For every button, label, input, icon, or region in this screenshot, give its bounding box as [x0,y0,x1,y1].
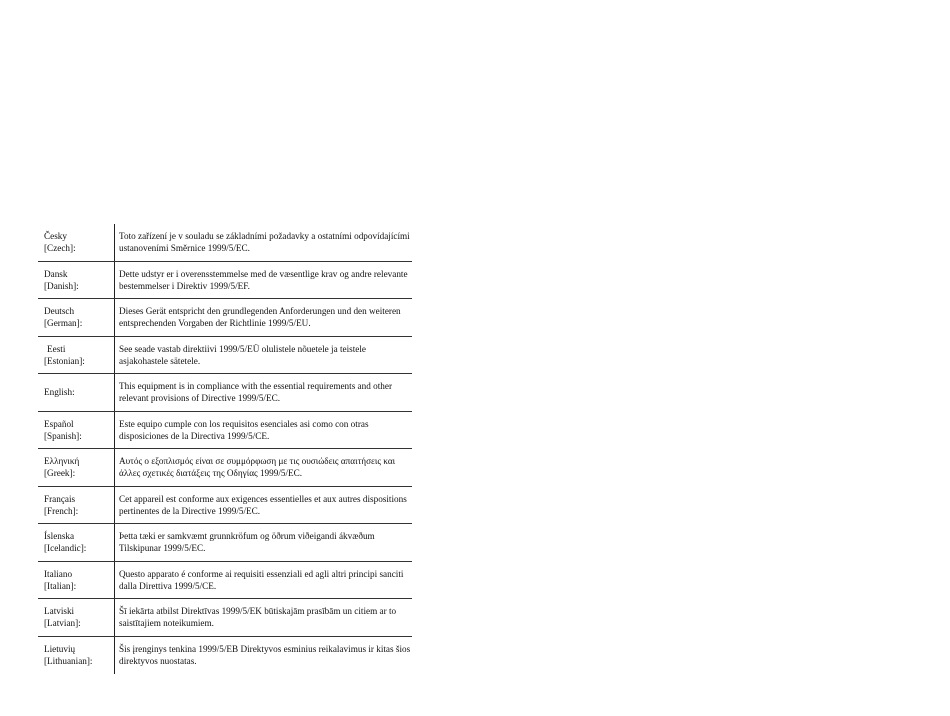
language-name: Español [44,418,74,429]
language-english-name: [German]: [44,318,83,328]
language-cell [44,605,112,629]
declaration-text: See seade vastab direktiivi 1999/5/EÜ olulistele nõuetele ja teistele asjakohastele sätetele. [119,343,366,366]
language-name: English: [44,387,75,397]
declaration-text: Este equipo cumple con los requisitos esenciales asi como con otras disposiciones de la Directiva 1999/5/CE. [119,418,369,441]
table-row [38,562,412,600]
table-row [38,262,412,300]
table-row [38,412,412,450]
language-name: Íslenska [44,531,75,541]
language-english-name: [Danish]: [44,280,79,291]
language-name: Česky [44,231,67,241]
language-english-name: [Spanish]: [44,430,82,441]
language-name: Eesti [47,343,66,354]
language-cell [44,493,112,517]
language-name: Dansk [44,268,68,279]
declaration-text: Dette udstyr er i overensstemmelse med de væsentlige krav og andre relevante bestemmelser i Direktiv 1999/5/EF. [119,268,408,291]
language-cell [44,643,112,667]
language-cell [44,230,112,254]
compliance-declaration-table [38,224,412,674]
language-cell [44,343,112,367]
language-cell [44,386,112,398]
table-row [38,224,412,262]
language-english-name: [Czech]: [44,243,76,253]
table-row [38,337,412,375]
declaration-text: Cet appareil est conforme aux exigences essentielles et aux autres dispositions pertinentes de la Directive 1999/5/EC. [119,493,407,516]
language-english-name: [Greek]: [44,468,76,478]
language-name: Français [44,493,76,504]
language-cell [44,455,112,479]
language-cell [44,418,112,442]
language-name: Latviski [44,606,75,616]
table-row [38,637,412,675]
table-row [38,374,412,412]
language-cell [44,268,112,292]
language-name: Italiano [44,568,73,579]
language-english-name: [French]: [44,505,79,516]
language-english-name: [Estonian]: [44,355,85,366]
table-row [38,524,412,562]
language-english-name: [Latvian]: [44,618,81,628]
language-cell [44,530,112,554]
language-english-name: [Italian]: [44,580,77,591]
declaration-text: Dieses Gerät entspricht den grundlegenden Anforderungen und den weiteren entsprechenden Vorgaben der Richtlinie 1999/5/EU. [119,306,401,328]
declaration-text: Questo apparato é conforme ai requisiti essenziali ed agli altri principi sanciti dalla Direttiva 1999/5/CE. [119,568,404,591]
declaration-text: Šī iekārta atbilst Direktīvas 1999/5/EK būtiskajām prasībām un citiem ar to saistītajiem noteikumiem. [119,606,397,628]
language-english-name: [Icelandic]: [44,543,87,553]
declaration-text: Αυτός ο εξοπλισμός είναι σε συμμόρφωση με τις ουσιώδεις απαιτήσεις και άλλες σχετικές διατάξεις της Οδηγίας 1999/5/EC. [119,456,396,478]
table-row [38,599,412,637]
declaration-text: This equipment is in compliance with the essential requirements and other relevant provisions of Directive 1999/5/EC. [119,381,393,403]
declaration-text: Šis įrenginys tenkina 1999/5/EB Direktyvos esminius reikalavimus ir kitas šios direktyvos nuostatas. [119,643,411,666]
table-row [38,487,412,525]
language-name: Ελληνική [44,456,80,466]
declaration-text: Toto zařízení je v souladu se základními požadavky a ostatními odpovídajícími ustanoveními Směrnice 1999/5/EC. [119,231,410,253]
table-row [38,299,412,337]
declaration-text: Þetta tæki er samkvæmt grunnkröfum og öðrum viðeigandi ákvæðum Tilskipunar 1999/5/EC. [119,531,375,553]
language-cell [44,568,112,592]
language-name: Deutsch [44,306,75,316]
language-name: Lietuvių [44,643,76,654]
language-english-name: [Lithuanian]: [44,655,93,666]
table-row [38,449,412,487]
language-cell [44,305,112,329]
